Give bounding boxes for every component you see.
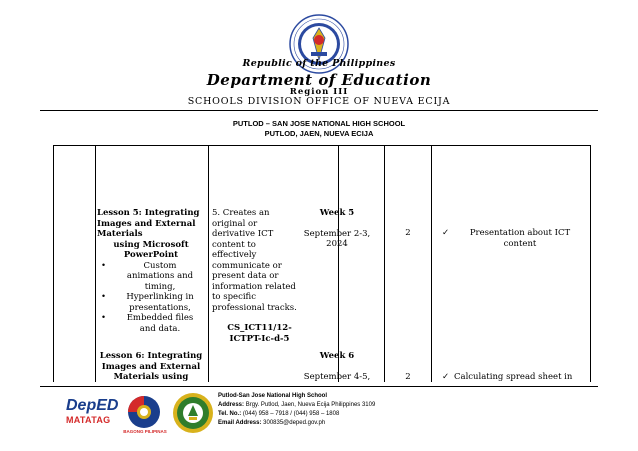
lesson-title-line: Materials bbox=[97, 229, 143, 239]
output-line: Presentation about ICT bbox=[469, 228, 571, 238]
output-cell bbox=[434, 372, 592, 383]
lesson-5-cell bbox=[97, 208, 205, 334]
date-line: September 2-3, bbox=[303, 228, 371, 239]
email-label: Email Address: bbox=[218, 420, 262, 426]
bagong-pilipinas-logo bbox=[124, 395, 164, 429]
bullet-line: Custom bbox=[143, 260, 177, 271]
competency-code: CS_ICT11/12- bbox=[227, 323, 292, 333]
region-text: Region III bbox=[289, 87, 349, 97]
list-item bbox=[434, 228, 590, 249]
list-item bbox=[97, 313, 205, 334]
table-divider bbox=[95, 146, 96, 382]
competency-code: ICTPT-Ic-d-5 bbox=[229, 333, 290, 344]
bullet-line: and data. bbox=[139, 323, 181, 334]
competency-line: present data or bbox=[212, 271, 279, 281]
deped-matatag-logo bbox=[66, 397, 120, 435]
table-divider bbox=[431, 146, 432, 382]
competency-line: effectively bbox=[212, 250, 257, 260]
lesson-title-line: using Microsoft bbox=[113, 239, 189, 250]
bagong-pilipinas-text: BAGONG PILIPINAS bbox=[123, 429, 167, 434]
date-line: 2024 bbox=[326, 239, 348, 249]
address-value: Brgy. Putlod, Jaen, Nueva Ecija Philippines 3109 bbox=[245, 402, 376, 408]
lesson-title-line: PowerPoint bbox=[123, 250, 179, 260]
table-divider bbox=[208, 146, 209, 382]
competency-line: content to bbox=[212, 239, 256, 250]
lesson-title-line: Lesson 5: Integrating bbox=[97, 208, 200, 218]
lesson-title-line: Images and External bbox=[101, 361, 201, 372]
school-seal-logo bbox=[172, 392, 214, 434]
date-line: September 4-5, bbox=[303, 371, 371, 382]
tel-value: (044) 958 – 7918 / (044) 958 – 1808 bbox=[242, 411, 340, 417]
competency-line: 5. Creates an bbox=[212, 208, 270, 218]
week-cell bbox=[287, 208, 387, 250]
footer-address-row bbox=[218, 401, 375, 410]
department-title: Department of Education bbox=[206, 71, 432, 89]
days-cell: 2 bbox=[405, 228, 411, 238]
competency-line: professional tracks. bbox=[212, 302, 297, 313]
division-text: SCHOOLS DIVISION OFFICE OF NUEVA ECIJA bbox=[187, 96, 451, 107]
tel-label: Tel. No.: bbox=[218, 411, 242, 417]
footer-contact bbox=[218, 392, 375, 428]
footer-tel-row bbox=[218, 410, 375, 419]
footer-email-row bbox=[218, 419, 375, 428]
bullet-line: Embedded files bbox=[126, 313, 194, 323]
output-cell bbox=[434, 228, 590, 249]
footer-divider bbox=[40, 386, 598, 387]
competency-line: information related bbox=[212, 281, 296, 292]
bullet-line: animations and bbox=[126, 271, 194, 281]
lesson-table bbox=[53, 145, 591, 382]
competency-line: communicate or bbox=[212, 260, 282, 271]
bullet-icon: • bbox=[101, 292, 107, 302]
school-address: PUTLOD, JAEN, NUEVA ECIJA bbox=[264, 129, 374, 138]
lesson-title-line: Images and External bbox=[97, 218, 196, 229]
week-label: Week 5 bbox=[319, 208, 355, 218]
checkmark-icon: ✓ bbox=[442, 372, 450, 382]
header-divider bbox=[40, 110, 598, 111]
competency-line: original or bbox=[212, 218, 258, 229]
lesson-6-cell bbox=[97, 351, 205, 383]
table-divider bbox=[338, 146, 339, 382]
email-value: 300835@deped.gov.ph bbox=[263, 420, 326, 426]
matatag-wordmark: MATATAG bbox=[66, 415, 111, 425]
footer-school-name: Putlod-San Jose National High School bbox=[218, 393, 328, 399]
lesson-title-line: Materials using bbox=[113, 372, 189, 382]
deped-wordmark: DepED bbox=[66, 397, 119, 414]
bullet-line: presentations, bbox=[129, 302, 191, 313]
list-item bbox=[97, 292, 205, 313]
bullet-icon: • bbox=[101, 260, 107, 271]
week-label: Week 6 bbox=[319, 351, 355, 361]
output-line: Calculating spread sheet in bbox=[454, 372, 573, 382]
output-line: content bbox=[503, 238, 537, 249]
address-label: Address: bbox=[218, 402, 245, 408]
list-item bbox=[434, 372, 592, 383]
days-cell: 2 bbox=[405, 372, 411, 382]
bullet-icon: • bbox=[101, 313, 107, 323]
checkmark-icon: ✓ bbox=[442, 228, 450, 238]
bullet-line: Hyperlinking in bbox=[126, 292, 194, 302]
list-item bbox=[97, 261, 205, 293]
week-cell bbox=[287, 351, 387, 382]
lesson-title-line: Lesson 6: Integrating bbox=[99, 351, 203, 361]
competency-line: derivative ICT bbox=[212, 229, 274, 239]
bullet-line: timing, bbox=[144, 281, 176, 292]
republic-text: Republic of the Philippines bbox=[242, 58, 396, 69]
competency-line: to specific bbox=[212, 292, 256, 302]
table-divider bbox=[384, 146, 385, 382]
school-name: PUTLOD – SAN JOSE NATIONAL HIGH SCHOOL bbox=[232, 119, 406, 128]
